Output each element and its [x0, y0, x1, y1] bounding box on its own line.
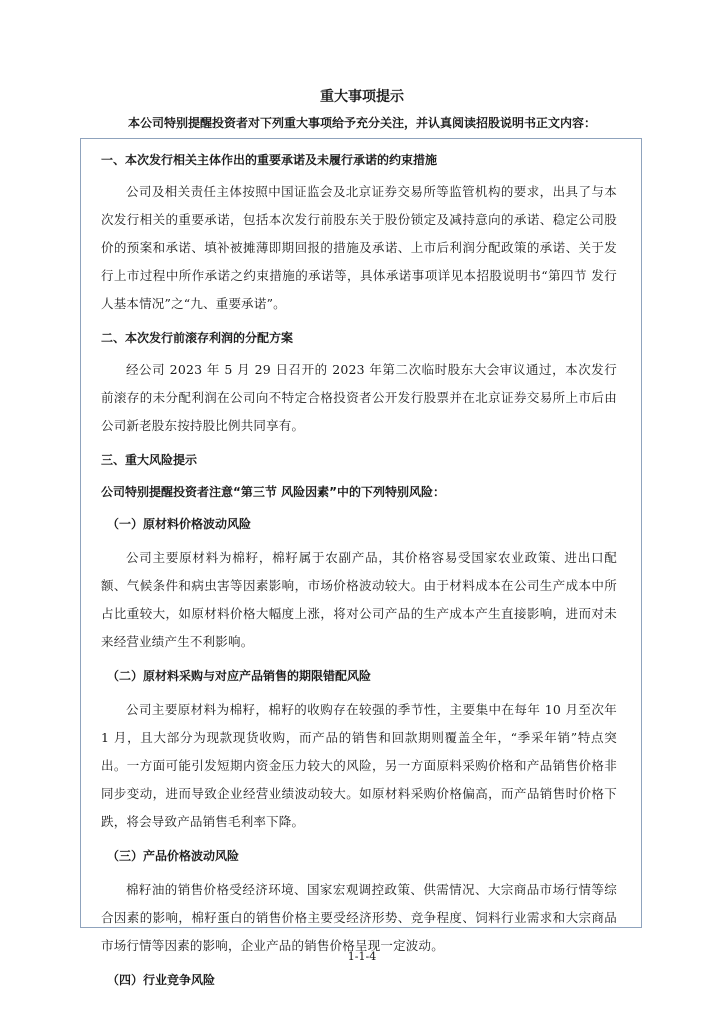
section-2-heading: 二、本次发行前滚存利润的分配方案	[101, 331, 294, 345]
page-title: 重大事项提示	[320, 89, 404, 105]
risk-3-heading: （三）产品价格波动风险	[107, 849, 240, 863]
page-number: 1-1-4	[347, 950, 377, 963]
section-3-intro: 公司特别提醒投资者注意“第三节 风险因素”中的下列特别风险：	[101, 485, 445, 499]
section-2-paragraph: 经公司 2023 年 5 月 29 日召开的 2023 年第二次临时股东大会审议通过，本次发行前滚存的未分配利润在公司向不特定合格投资者公开发行股票并在北京证券交易所上市后由公司新老股东按持股比例共同享有。	[101, 362, 617, 433]
section-1-paragraph: 公司及相关责任主体按照中国证监会及北京证券交易所等监管机构的要求，出具了与本次发行相关的重要承诺，包括本次发行前股东关于股份锁定及减持意向的承诺、稳定公司股价的预案和承诺、填补被摊薄即期回报的措施及承诺、上市后利润分配政策的承诺、关于发行上市过程中所作承诺之约束措施的承诺等，具体承诺事项详见本招股说明书“第四节 发行人基本情况”之“九、重要承诺”。	[101, 184, 617, 311]
risk-1-heading: （一）原材料价格波动风险	[107, 517, 252, 531]
risk-2-paragraph: 公司主要原材料为棉籽，棉籽的收购存在较强的季节性，主要集中在每年 10 月至次年 1 月，且大部分为现款现货收购，而产品的销售和回款期则覆盖全年，“季采年销”特点突出。一方面可能引发短期内资金压力较大的风险，另一方面原料采购价格和产品销售价格非同步变动，进而导致企业经营业绩波动较大。如原材料采购价格偏高，而产品销售时价格下跌，将会导致产品销售毛利率下降。	[101, 702, 617, 829]
section-3-heading: 三、重大风险提示	[101, 453, 198, 467]
risk-4-heading: （四）行业竞争风险	[107, 973, 216, 987]
risk-1-paragraph: 公司主要原材料为棉籽，棉籽属于农副产品，其价格容易受国家农业政策、进出口配额、气候条件和病虫害等因素影响，市场价格波动较大。由于材料成本在公司生产成本中所占比重较大，如原材料价格大幅度上涨，将对公司产品的生产成本产生直接影响，进而对未来经营业绩产生不利影响。	[101, 550, 617, 649]
risk-3-paragraph: 棉籽油的销售价格受经济环境、国家宏观调控政策、供需情况、大宗商品市场行情等综合因素的影响，棉籽蛋白的销售价格主要受经济形势、竞争程度、饲料行业需求和大宗商品市场行情等因素的影响，企业产品的销售价格呈现一定波动。	[101, 882, 617, 953]
risk-2-heading: （二）原材料采购与对应产品销售的期限错配风险	[107, 669, 372, 683]
notice-line: 本公司特别提醒投资者对下列重大事项给予充分关注，并认真阅读招股说明书正文内容：	[127, 116, 596, 130]
section-1-heading: 一、本次发行相关主体作出的重要承诺及未履行承诺的约束措施	[101, 153, 438, 167]
